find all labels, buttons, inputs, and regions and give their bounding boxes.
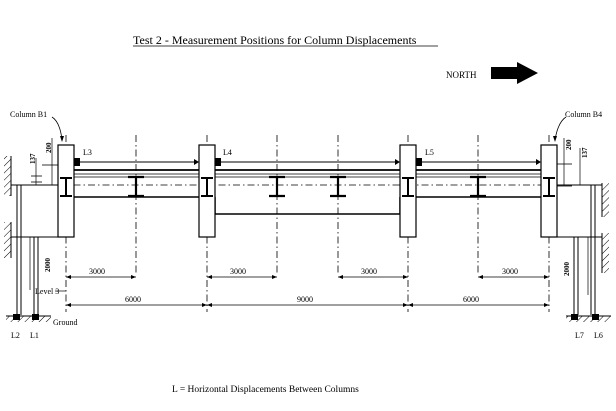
gauge-label-l3: L3: [83, 148, 92, 157]
column-label-left: Column B1: [10, 110, 48, 119]
column-b3: [400, 145, 416, 237]
north-label: NORTH: [446, 70, 477, 80]
gauge-label-l6: L6: [594, 331, 603, 340]
gauge-label-l7: L7: [575, 331, 584, 340]
column-label-right: Column B4: [565, 110, 603, 119]
i-sections: [128, 177, 486, 196]
column-leader-arrow-right: [553, 136, 557, 142]
dim-half-span-4: 3000: [502, 267, 518, 276]
gauge-label-l1: L1: [30, 331, 39, 340]
dim-half-span-3: 3000: [361, 267, 377, 276]
dim-2000-right: 2000: [563, 262, 571, 276]
gauge-block-right-outer: [592, 314, 599, 320]
dim-200-left: 200: [45, 142, 53, 153]
dim-137-right: 137: [581, 147, 589, 158]
gauge-block-right-inner: [571, 314, 578, 320]
dim-half-span-1: 3000: [89, 267, 105, 276]
legend-text: L = Horizontal Displacements Between Columns: [172, 385, 359, 395]
column-leader-arrow-left: [60, 136, 64, 142]
diagram-title: Test 2 - Measurement Positions for Column Displacements: [133, 33, 417, 47]
dim-half-span-2: 3000: [230, 267, 246, 276]
column-b4: [541, 145, 557, 237]
gauge-label-l5: L5: [425, 148, 434, 157]
gauge-label-l4: L4: [223, 148, 232, 157]
gauge-block-left-inner: [32, 314, 39, 320]
gauge-label-l2: L2: [11, 331, 20, 340]
column-b1: [58, 145, 74, 237]
dim-200-right: 200: [565, 139, 573, 150]
dim-row-half-spans: [66, 275, 549, 279]
gauge-arrows: [74, 158, 541, 166]
dim-span-1: 6000: [125, 295, 141, 304]
column-b2: [199, 145, 215, 237]
dim-span-3: 6000: [463, 295, 479, 304]
gauge-block-left-outer: [13, 314, 20, 320]
dim-span-2: 9000: [297, 295, 313, 304]
ground-hatch-left: [6, 316, 51, 322]
dim-2000-left: 2000: [44, 258, 52, 272]
ground-label: Ground: [53, 318, 78, 327]
dim-137-left: 137: [29, 153, 37, 164]
right-support: [557, 164, 609, 315]
north-arrow-icon: [491, 62, 538, 84]
level-label: Level 3: [35, 287, 60, 296]
